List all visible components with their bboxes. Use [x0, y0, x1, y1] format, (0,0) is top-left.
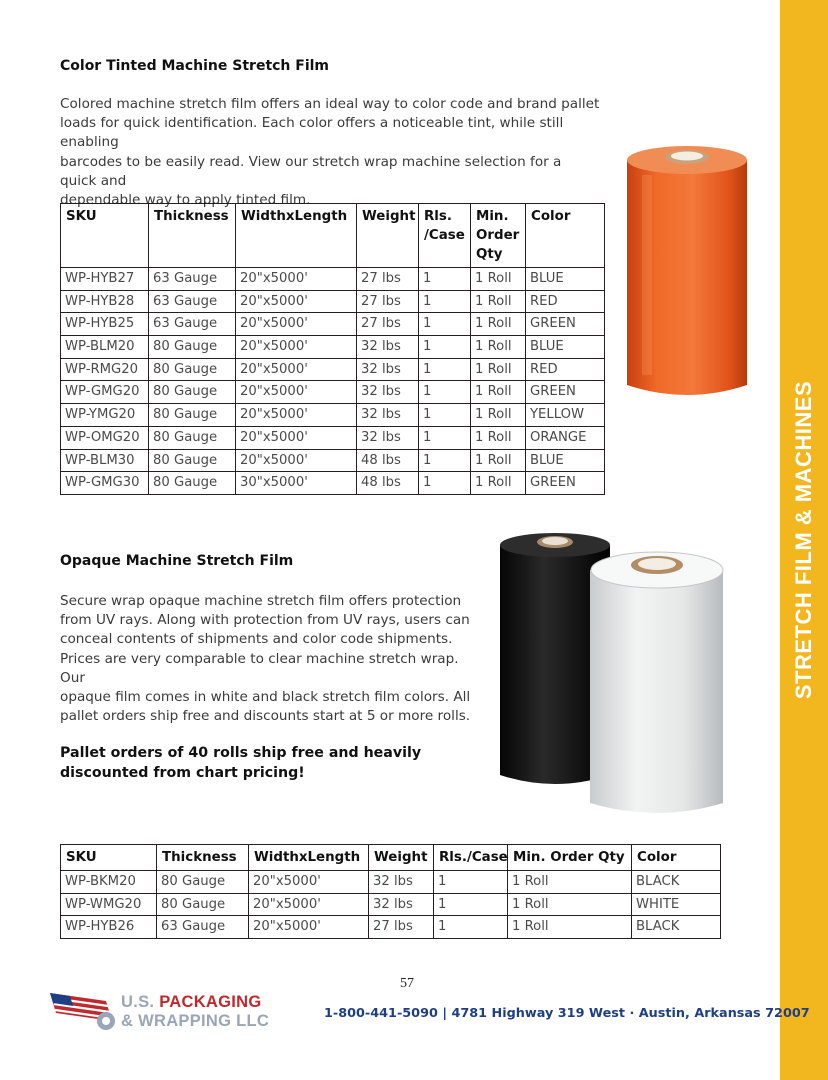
cell-width-length: 20"x5000' — [236, 268, 357, 291]
cell-color: ORANGE — [526, 426, 605, 449]
company-logo — [48, 985, 273, 1035]
cell-sku: WP-WMG20 — [61, 893, 157, 916]
page-number: 57 — [400, 976, 414, 991]
cell-thickness: 80 Gauge — [149, 336, 236, 359]
section1-heading: Color Tinted Machine Stretch Film — [60, 58, 330, 74]
header-weight: Weight — [357, 204, 419, 268]
cell-min-order-qty: 1 Roll — [471, 268, 526, 291]
table-row — [61, 268, 605, 291]
cell-weight: 32 lbs — [357, 336, 419, 359]
cell-min-order-qty: 1 Roll — [471, 449, 526, 472]
cell-width-length: 20"x5000' — [249, 893, 369, 916]
cell-color: BLUE — [526, 268, 605, 291]
logo-line2: & WRAPPING LLC — [121, 1012, 270, 1030]
cell-sku: WP-OMG20 — [61, 426, 149, 449]
cell-width-length: 20"x5000' — [236, 381, 357, 404]
cell-sku: WP-YMG20 — [61, 404, 149, 427]
cell-min-order-qty: 1 Roll — [471, 336, 526, 359]
cell-width-length: 20"x5000' — [236, 290, 357, 313]
cell-color: GREEN — [526, 381, 605, 404]
cell-min-order-qty: 1 Roll — [471, 472, 526, 495]
cell-sku: WP-BLM30 — [61, 449, 149, 472]
cell-width-length: 20"x5000' — [236, 404, 357, 427]
color-tinted-spec-table — [60, 203, 605, 495]
logo-packaging: PACKAGING — [159, 993, 262, 1011]
paragraph-line: barcodes to be easily read. View our stretch wrap machine selection for a quick and — [60, 153, 562, 189]
header-width-length: WidthxLength — [236, 204, 357, 268]
cell-min-order-qty: 1 Roll — [471, 404, 526, 427]
cell-color: YELLOW — [526, 404, 605, 427]
table-row — [61, 313, 605, 336]
cell-rolls-case: 1 — [419, 426, 471, 449]
cell-weight: 32 lbs — [369, 871, 434, 894]
cell-thickness: 63 Gauge — [149, 290, 236, 313]
cell-rolls-case: 1 — [434, 871, 508, 894]
cell-weight: 32 lbs — [357, 404, 419, 427]
header-weight: Weight — [369, 845, 434, 871]
cell-sku: WP-GMG20 — [61, 381, 149, 404]
paragraph-line: dependable way to apply tinted film. — [60, 192, 311, 209]
side-tab-label: STRETCH FILM & MACHINES — [791, 380, 816, 700]
cell-sku: WP-RMG20 — [61, 358, 149, 381]
cell-min-order-qty: 1 Roll — [471, 426, 526, 449]
cell-width-length: 20"x5000' — [236, 449, 357, 472]
cell-weight: 48 lbs — [357, 449, 419, 472]
cell-color: RED — [526, 290, 605, 313]
paragraph-line: opaque film comes in white and black stretch film colors. All — [60, 689, 471, 706]
header-min-order-qty: Min. Order Qty — [471, 204, 526, 268]
logo-us: U.S. — [121, 993, 155, 1011]
cell-min-order-qty: 1 Roll — [508, 871, 632, 894]
header-color: Color — [526, 204, 605, 268]
cell-thickness: 63 Gauge — [157, 916, 249, 939]
cell-rolls-case: 1 — [419, 290, 471, 313]
opaque-spec-table — [60, 844, 721, 939]
cell-width-length: 20"x5000' — [236, 336, 357, 359]
cell-thickness: 80 Gauge — [157, 893, 249, 916]
paragraph-line: Colored machine stretch film offers an ideal way to color code and brand pallet — [60, 96, 600, 112]
cell-width-length: 20"x5000' — [236, 313, 357, 336]
paragraph-line: loads for quick identification. Each color offers a noticeable tint, while still enabling — [60, 115, 564, 151]
footer-contact: 1-800-441-5090 | 4781 Highway 319 West · Austin, Arkansas 72007 — [324, 1006, 810, 1021]
table-row — [61, 358, 605, 381]
cell-rolls-case: 1 — [419, 336, 471, 359]
cell-min-order-qty: 1 Roll — [471, 381, 526, 404]
paragraph-line: Prices are very comparable to clear machine stretch wrap. Our — [60, 650, 459, 686]
header-thickness: Thickness — [157, 845, 249, 871]
cell-color: BLACK — [632, 916, 721, 939]
table-row — [61, 336, 605, 359]
cell-sku: WP-HYB25 — [61, 313, 149, 336]
cell-sku: WP-HYB28 — [61, 290, 149, 313]
section2-paragraph — [60, 592, 480, 726]
cell-width-length: 20"x5000' — [236, 358, 357, 381]
header-thickness: Thickness — [149, 204, 236, 268]
table-row — [61, 404, 605, 427]
cell-width-length: 30"x5000' — [236, 472, 357, 495]
cell-weight: 27 lbs — [357, 290, 419, 313]
cell-thickness: 80 Gauge — [149, 358, 236, 381]
logo-line1 — [121, 993, 262, 1012]
paragraph-line: conceal contents of shipments and color code shipments. — [60, 631, 453, 648]
table-row — [61, 426, 605, 449]
header-rolls-case: Rls. /Case — [419, 204, 471, 268]
cell-min-order-qty: 1 Roll — [471, 290, 526, 313]
table-row — [61, 449, 605, 472]
cell-sku: WP-GMG30 — [61, 472, 149, 495]
cell-color: GREEN — [526, 472, 605, 495]
cell-color: BLACK — [632, 871, 721, 894]
cell-sku: WP-BKM20 — [61, 871, 157, 894]
section1-paragraph — [60, 95, 600, 210]
cell-thickness: 63 Gauge — [149, 268, 236, 291]
pallet-callout — [60, 744, 421, 783]
cell-rolls-case: 1 — [434, 916, 508, 939]
header-sku: SKU — [61, 204, 149, 268]
header-color: Color — [632, 845, 721, 871]
header-rolls-case: Rls./Case — [434, 845, 508, 871]
cell-color: BLUE — [526, 449, 605, 472]
cell-weight: 32 lbs — [357, 358, 419, 381]
cell-color: RED — [526, 358, 605, 381]
cell-rolls-case: 1 — [434, 893, 508, 916]
cell-rolls-case: 1 — [419, 358, 471, 381]
cell-weight: 32 lbs — [357, 381, 419, 404]
cell-thickness: 80 Gauge — [149, 449, 236, 472]
table-row — [61, 381, 605, 404]
header-min-order-qty: Min. Order Qty — [508, 845, 632, 871]
paragraph-line: pallet orders ship free and discounts start at 5 or more rolls. — [60, 708, 471, 725]
cell-sku: WP-HYB27 — [61, 268, 149, 291]
cell-thickness: 80 Gauge — [149, 404, 236, 427]
callout-line: discounted from chart pricing! — [60, 764, 305, 781]
cell-rolls-case: 1 — [419, 404, 471, 427]
header-width-length: WidthxLength — [249, 845, 369, 871]
cell-weight: 27 lbs — [357, 268, 419, 291]
cell-weight: 27 lbs — [369, 916, 434, 939]
cell-rolls-case: 1 — [419, 449, 471, 472]
black-and-white-film-rolls-image — [495, 525, 735, 825]
cell-width-length: 20"x5000' — [236, 426, 357, 449]
cell-sku: WP-BLM20 — [61, 336, 149, 359]
cell-width-length: 20"x5000' — [249, 871, 369, 894]
cell-thickness: 63 Gauge — [149, 313, 236, 336]
header-sku: SKU — [61, 845, 157, 871]
paragraph-line: from UV rays. Along with protection from UV rays, users can — [60, 612, 470, 629]
table-row — [61, 871, 721, 894]
callout-line: Pallet orders of 40 rolls ship free and heavily — [60, 745, 422, 761]
cell-rolls-case: 1 — [419, 472, 471, 495]
cell-thickness: 80 Gauge — [149, 381, 236, 404]
cell-color: BLUE — [526, 336, 605, 359]
cell-color: GREEN — [526, 313, 605, 336]
table-header-row — [61, 204, 605, 268]
cell-rolls-case: 1 — [419, 268, 471, 291]
cell-weight: 32 lbs — [369, 893, 434, 916]
cell-thickness: 80 Gauge — [149, 472, 236, 495]
cell-rolls-case: 1 — [419, 381, 471, 404]
cell-min-order-qty: 1 Roll — [508, 893, 632, 916]
table-row — [61, 893, 721, 916]
cell-width-length: 20"x5000' — [249, 916, 369, 939]
orange-film-roll-image — [612, 130, 762, 410]
cell-color: WHITE — [632, 893, 721, 916]
cell-sku: WP-HYB26 — [61, 916, 157, 939]
us-flag-roll-logo-icon — [48, 987, 120, 1033]
cell-weight: 32 lbs — [357, 426, 419, 449]
cell-min-order-qty: 1 Roll — [471, 313, 526, 336]
table-row — [61, 290, 605, 313]
cell-rolls-case: 1 — [419, 313, 471, 336]
table-row — [61, 916, 721, 939]
table-header-row — [61, 845, 721, 871]
cell-thickness: 80 Gauge — [149, 426, 236, 449]
cell-weight: 27 lbs — [357, 313, 419, 336]
cell-weight: 48 lbs — [357, 472, 419, 495]
cell-thickness: 80 Gauge — [157, 871, 249, 894]
table-row — [61, 472, 605, 495]
section2-heading: Opaque Machine Stretch Film — [60, 553, 294, 569]
cell-min-order-qty: 1 Roll — [471, 358, 526, 381]
cell-min-order-qty: 1 Roll — [508, 916, 632, 939]
paragraph-line: Secure wrap opaque machine stretch film offers protection — [60, 593, 462, 609]
